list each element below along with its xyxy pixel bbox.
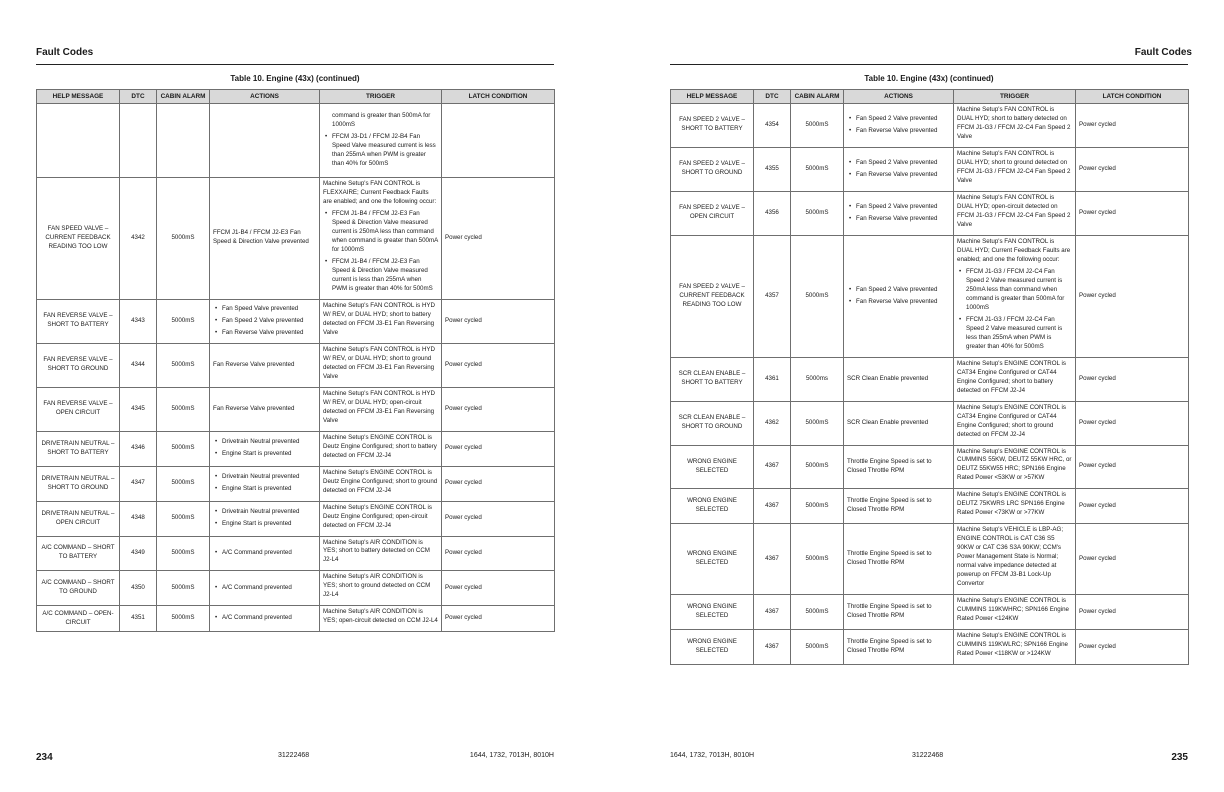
- action-item: • Fan Reverse Valve prevented: [847, 215, 950, 224]
- trigger-cell: [954, 401, 1076, 445]
- trigger-item: • FFCM J1-B4 / FFCM J2-E3 Fan Speed & Direction Valve measured current is 250mA less than command when command is greater than 500mA for 1000mS: [323, 210, 438, 255]
- trigger-cell: [954, 235, 1076, 357]
- action-item: • Drivetrain Neutral prevented: [213, 508, 316, 517]
- table-row: [671, 357, 1189, 401]
- dtc-cell: 4348: [120, 501, 157, 536]
- dtc-cell: 4367: [754, 489, 791, 524]
- cabin-alarm-cell: 5000mS: [791, 489, 844, 524]
- cabin-alarm-cell: 5000mS: [791, 104, 844, 148]
- model-list: 1644, 1732, 7013H, 8010H: [469, 752, 554, 759]
- latch-condition-cell: Power cycled: [442, 536, 555, 571]
- actions-cell: [210, 104, 320, 178]
- actions-text: Fan Reverse Valve prevented: [213, 404, 295, 412]
- actions-cell: [210, 501, 320, 536]
- table-row: [37, 104, 555, 178]
- trigger-text: Machine Setup's ENGINE CONTROL is CAT34 Engine Configured or CAT44 Engine Configured; short to battery detected on FFCM J2-J4: [957, 359, 1066, 394]
- action-item: • Fan Reverse Valve prevented: [847, 127, 950, 136]
- actions-cell: [844, 630, 954, 665]
- actions-text: Throttle Engine Speed is set to Closed Throttle RPM: [847, 497, 932, 514]
- dtc-cell: 4349: [120, 536, 157, 571]
- right-page: [670, 0, 1190, 792]
- trigger-text: Machine Setup's FAN CONTROL is DUAL HYD; short to ground detected on FFCM J1-G3 / FFCM J2-C4 Fan Speed 2 Valve: [957, 149, 1071, 184]
- help-message-cell: DRIVETRAIN NEUTRAL – SHORT TO BATTERY: [37, 431, 120, 466]
- action-item: • A/C Command prevented: [213, 614, 316, 623]
- actions-text: Throttle Engine Speed is set to Closed Throttle RPM: [847, 603, 932, 620]
- cabin-alarm-cell: 5000mS: [157, 299, 210, 343]
- actions-cell: [844, 191, 954, 235]
- trigger-text: Machine Setup's AIR CONDITION is YES; short to battery detected on CCM J2-L4: [323, 538, 430, 564]
- actions-list: [847, 286, 950, 307]
- section-title: Fault Codes: [1134, 47, 1192, 58]
- latch-condition-cell: Power cycled: [1076, 630, 1189, 665]
- actions-cell: [844, 235, 954, 357]
- table-header-row: [37, 90, 555, 104]
- actions-cell: [844, 489, 954, 524]
- action-item: • Fan Speed 2 Valve prevented: [213, 317, 316, 326]
- help-message-cell: FAN SPEED 2 VALVE – SHORT TO BATTERY: [671, 104, 754, 148]
- header-rule: [36, 64, 554, 65]
- actions-cell: [210, 606, 320, 632]
- help-message-cell: A/C COMMAND – SHORT TO GROUND: [37, 571, 120, 606]
- latch-condition-cell: Power cycled: [1076, 104, 1189, 148]
- col-actions-header: ACTIONS: [210, 90, 320, 104]
- help-message-cell: SCR CLEAN ENABLE – SHORT TO BATTERY: [671, 357, 754, 401]
- trigger-cell: [954, 191, 1076, 235]
- trigger-text: Machine Setup's FAN CONTROL is FLEXXAIRE; Current Feedback Faults are enabled; and one the following occur:: [323, 180, 437, 205]
- latch-condition-cell: Power cycled: [1076, 357, 1189, 401]
- help-message-cell: WRONG ENGINE SELECTED: [671, 630, 754, 665]
- dtc-cell: 4345: [120, 387, 157, 431]
- cabin-alarm-cell: 5000mS: [157, 178, 210, 300]
- trigger-text: Machine Setup's FAN CONTROL is HYD W/ REV, or DUAL HYD; open-circuit detected on FFCM J3-E1 Fan Reversing Valve: [323, 389, 436, 424]
- trigger-text: Machine Setup's ENGINE CONTROL is Deutz Engine Configured; open-circuit detected on FFCM J2-J4: [323, 503, 432, 529]
- trigger-cell: [954, 445, 1076, 489]
- cabin-alarm-cell: 5000mS: [791, 147, 844, 191]
- cabin-alarm-cell: 5000mS: [791, 524, 844, 595]
- trigger-cell: [954, 489, 1076, 524]
- latch-condition-cell: Power cycled: [442, 466, 555, 501]
- trigger-cell: [954, 595, 1076, 630]
- latch-condition-cell: Power cycled: [442, 299, 555, 343]
- dtc-cell: 4354: [754, 104, 791, 148]
- trigger-text: Machine Setup's FAN CONTROL is HYD W/ REV, or DUAL HYD; short to battery detected on FFCM J3-E1 Fan Reversing Valve: [323, 301, 436, 336]
- table-row: [671, 489, 1189, 524]
- actions-list: [847, 115, 950, 136]
- trigger-text: Machine Setup's AIR CONDITION is YES; short to ground detected on CCM J2-L4: [323, 573, 431, 599]
- table-row: [37, 571, 555, 606]
- trigger-text: Machine Setup's ENGINE CONTROL is CUMMINS 55KW, DEUTZ 55KW HRC, or DEUTZ 55KW55 HRC; SPN166 Engine Rated Power <53KW or >57KW: [957, 447, 1072, 482]
- help-message-cell: FAN SPEED 2 VALVE – SHORT TO GROUND: [671, 147, 754, 191]
- actions-cell: [844, 147, 954, 191]
- trigger-cell: [320, 536, 442, 571]
- table-row: [671, 630, 1189, 665]
- help-message-cell: DRIVETRAIN NEUTRAL – OPEN CIRCUIT: [37, 501, 120, 536]
- col-actions-header: ACTIONS: [844, 90, 954, 104]
- header-rule: [670, 64, 1188, 65]
- actions-cell: [210, 178, 320, 300]
- action-item: • A/C Command prevented: [213, 584, 316, 593]
- actions-list: [213, 438, 316, 459]
- trigger-item: • FFCM J1-B4 / FFCM J2-E3 Fan Speed & Direction Valve measured current is less than 255mA when PWM is greater than 40% for 500mS: [323, 258, 438, 294]
- help-message-cell: WRONG ENGINE SELECTED: [671, 524, 754, 595]
- help-message-cell: DRIVETRAIN NEUTRAL – SHORT TO GROUND: [37, 466, 120, 501]
- dtc-cell: 4367: [754, 595, 791, 630]
- doc-number: 31222468: [912, 752, 944, 759]
- table-row: [671, 445, 1189, 489]
- actions-cell: [210, 536, 320, 571]
- cabin-alarm-cell: 5000mS: [791, 235, 844, 357]
- col-help-message-header: HELP MESSAGE: [37, 90, 120, 104]
- trigger-text: Machine Setup's ENGINE CONTROL is Deutz Engine Configured; short to battery detected on FFCM J2-J4: [323, 433, 437, 459]
- trigger-text: Machine Setup's FAN CONTROL is DUAL HYD; open-circuit detected on FFCM J1-G3 / FFCM J2-C4 Fan Speed 2 Valve: [957, 193, 1071, 228]
- table-row: [37, 431, 555, 466]
- table-body: [37, 104, 555, 632]
- table-row: [37, 466, 555, 501]
- dtc-cell: 4350: [120, 571, 157, 606]
- dtc-cell: 4342: [120, 178, 157, 300]
- help-message-cell: SCR CLEAN ENABLE – SHORT TO GROUND: [671, 401, 754, 445]
- left-page: [36, 0, 556, 792]
- table-row: [671, 524, 1189, 595]
- table-caption: Table 10. Engine (43x) (continued): [230, 74, 360, 83]
- latch-condition-cell: Power cycled: [1076, 191, 1189, 235]
- help-message-cell: A/C COMMAND – OPEN-CIRCUIT: [37, 606, 120, 632]
- col-trigger-header: TRIGGER: [954, 90, 1076, 104]
- trigger-list: [323, 112, 438, 169]
- trigger-cell: [954, 147, 1076, 191]
- col-cabin-alarm-header: CABIN ALARM: [791, 90, 844, 104]
- dtc-cell: 4362: [754, 401, 791, 445]
- actions-text: SCR Clean Enable prevented: [847, 418, 929, 426]
- action-item: • Fan Speed 2 Valve prevented: [847, 286, 950, 295]
- table-row: [37, 178, 555, 300]
- trigger-cell: [320, 466, 442, 501]
- action-item: • Fan Speed 2 Valve prevented: [847, 159, 950, 168]
- table-row: [37, 299, 555, 343]
- latch-condition-cell: Power cycled: [1076, 401, 1189, 445]
- trigger-item: • FFCM J1-G3 / FFCM J2-C4 Fan Speed 2 Valve measured current is less than 255mA when PWM is greater than 40% for 500mS: [957, 316, 1072, 352]
- latch-condition-cell: Power cycled: [442, 387, 555, 431]
- dtc-cell: 4351: [120, 606, 157, 632]
- trigger-cell: [320, 501, 442, 536]
- dtc-cell: 4367: [754, 445, 791, 489]
- table-row: [37, 501, 555, 536]
- cabin-alarm-cell: 5000mS: [791, 191, 844, 235]
- latch-condition-cell: Power cycled: [442, 501, 555, 536]
- actions-cell: [844, 524, 954, 595]
- fault-code-table: [36, 89, 555, 632]
- table-row: [37, 606, 555, 632]
- actions-text: SCR Clean Enable prevented: [847, 374, 929, 382]
- table-row: [671, 235, 1189, 357]
- latch-condition-cell: Power cycled: [442, 431, 555, 466]
- table-row: [37, 536, 555, 571]
- table-body: [671, 104, 1189, 665]
- latch-condition-cell: Power cycled: [1076, 445, 1189, 489]
- help-message-cell: WRONG ENGINE SELECTED: [671, 489, 754, 524]
- trigger-cell: [320, 178, 442, 300]
- latch-condition-cell: Power cycled: [1076, 489, 1189, 524]
- cabin-alarm-cell: 5000ms: [791, 357, 844, 401]
- doc-number: 31222468: [278, 752, 310, 759]
- help-message-cell: FAN SPEED 2 VALVE – OPEN CIRCUIT: [671, 191, 754, 235]
- dtc-cell: 4357: [754, 235, 791, 357]
- cabin-alarm-cell: 5000mS: [157, 466, 210, 501]
- latch-condition-cell: Power cycled: [442, 606, 555, 632]
- trigger-text: Machine Setup's FAN CONTROL is HYD W/ REV, or DUAL HYD; short to ground detected on FFCM J3-E1 Fan Reversing Valve: [323, 345, 436, 380]
- cabin-alarm-cell: 5000mS: [791, 630, 844, 665]
- actions-list: [847, 159, 950, 180]
- actions-list: [847, 203, 950, 224]
- help-message-cell: FAN REVERSE VALVE – OPEN CIRCUIT: [37, 387, 120, 431]
- action-item: • Fan Reverse Valve prevented: [213, 329, 316, 338]
- action-item: • A/C Command prevented: [213, 549, 316, 558]
- col-help-message-header: HELP MESSAGE: [671, 90, 754, 104]
- action-item: • Fan Reverse Valve prevented: [847, 298, 950, 307]
- trigger-item: • FFCM J3-D1 / FFCM J2-B4 Fan Speed Valve measured current is less than 255mA when PWM is greater than 40% for 500mS: [323, 133, 438, 169]
- col-dtc-header: DTC: [120, 90, 157, 104]
- actions-text: Throttle Engine Speed is set to Closed Throttle RPM: [847, 550, 932, 567]
- trigger-text: Machine Setup's VEHICLE is LBP-AG; ENGINE CONTROL is CAT C36 S5 90KW or CAT C36 S3A 90KW; CCM's Power Management State is Normal; normal valve impedance detected at powerup on FFCM J3-B1 Lock-Up Convertor: [957, 526, 1064, 588]
- actions-cell: [210, 299, 320, 343]
- trigger-text: Machine Setup's ENGINE CONTROL is CUMMINS 119KWLRC; SPN166 Engine Rated Power <118KW or >124KW: [957, 632, 1068, 658]
- dtc-cell: 4344: [120, 343, 157, 387]
- actions-cell: [844, 357, 954, 401]
- cabin-alarm-cell: 5000mS: [157, 387, 210, 431]
- actions-cell: [210, 571, 320, 606]
- table-header-row: [671, 90, 1189, 104]
- trigger-text: Machine Setup's ENGINE CONTROL is CAT34 Engine Configured or CAT44 Engine Configured; short to ground detected on FFCM J2-J4: [957, 403, 1066, 438]
- trigger-cell: [320, 431, 442, 466]
- latch-condition-cell: Power cycled: [1076, 235, 1189, 357]
- actions-text: Fan Reverse Valve prevented: [213, 360, 295, 368]
- latch-condition-cell: Power cycled: [1076, 524, 1189, 595]
- actions-cell: [210, 466, 320, 501]
- actions-list: [213, 305, 316, 338]
- trigger-cell: [320, 343, 442, 387]
- trigger-cell: [320, 387, 442, 431]
- fault-code-table: [670, 89, 1189, 665]
- action-item: • Drivetrain Neutral prevented: [213, 473, 316, 482]
- dtc-cell: 4347: [120, 466, 157, 501]
- action-item: • Drivetrain Neutral prevented: [213, 438, 316, 447]
- dtc-cell: 4346: [120, 431, 157, 466]
- actions-cell: [210, 387, 320, 431]
- trigger-item: • FFCM J1-G3 / FFCM J2-C4 Fan Speed 2 Valve measured current is 250mA less than command when command is greater than 500mA for 1000mS: [957, 268, 1072, 313]
- help-message-cell: [37, 104, 120, 178]
- actions-cell: [844, 595, 954, 630]
- trigger-text: Machine Setup's FAN CONTROL is DUAL HYD; short to battery detected on FFCM J1-G3 / FFCM J2-C4 Fan Speed 2 Valve: [957, 106, 1071, 140]
- dtc-cell: 4356: [754, 191, 791, 235]
- cabin-alarm-cell: 5000mS: [157, 606, 210, 632]
- dtc-cell: 4343: [120, 299, 157, 343]
- table-row: [671, 191, 1189, 235]
- dtc-cell: [120, 104, 157, 178]
- help-message-cell: FAN REVERSE VALVE – SHORT TO BATTERY: [37, 299, 120, 343]
- help-message-cell: FAN REVERSE VALVE – SHORT TO GROUND: [37, 343, 120, 387]
- col-latch-condition-header: LATCH CONDITION: [1076, 90, 1189, 104]
- trigger-cell: [954, 524, 1076, 595]
- actions-text: FFCM J1-B4 / FFCM J2-E3 Fan Speed & Direction Valve prevented: [213, 229, 309, 246]
- model-list: 1644, 1732, 7013H, 8010H: [670, 752, 755, 759]
- latch-condition-cell: Power cycled: [442, 571, 555, 606]
- table-row: [671, 104, 1189, 148]
- help-message-cell: FAN SPEED VALVE – CURRENT FEEDBACK READING TOO LOW: [37, 178, 120, 300]
- actions-list: [213, 473, 316, 494]
- trigger-text: Machine Setup's ENGINE CONTROL is CUMMINS 119KWHRC; SPN166 Engine Rated Power <124KW: [957, 597, 1069, 623]
- trigger-text: Machine Setup's ENGINE CONTROL is DEUTZ 75KWRS LRC SPN166 Engine Rated Power <73KW or >77KW: [957, 491, 1066, 517]
- trigger-list: [323, 210, 438, 294]
- col-trigger-header: TRIGGER: [320, 90, 442, 104]
- actions-cell: [844, 445, 954, 489]
- actions-cell: [844, 104, 954, 148]
- dtc-cell: 4361: [754, 357, 791, 401]
- action-item: • Engine Start is prevented: [213, 520, 316, 529]
- dtc-cell: 4367: [754, 524, 791, 595]
- page-number: 235: [1171, 752, 1188, 763]
- table-row: [37, 343, 555, 387]
- table-row: [37, 387, 555, 431]
- trigger-cell: [320, 299, 442, 343]
- latch-condition-cell: Power cycled: [442, 178, 555, 300]
- trigger-cell: [320, 104, 442, 178]
- help-message-cell: WRONG ENGINE SELECTED: [671, 595, 754, 630]
- help-message-cell: FAN SPEED 2 VALVE – CURRENT FEEDBACK READING TOO LOW: [671, 235, 754, 357]
- table-caption: Table 10. Engine (43x) (continued): [864, 74, 994, 83]
- action-item: • Engine Start is prevented: [213, 450, 316, 459]
- actions-list: [213, 508, 316, 529]
- action-item: • Fan Speed 2 Valve prevented: [847, 115, 950, 124]
- dtc-cell: 4355: [754, 147, 791, 191]
- col-dtc-header: DTC: [754, 90, 791, 104]
- actions-list: [213, 549, 316, 558]
- help-message-cell: WRONG ENGINE SELECTED: [671, 445, 754, 489]
- table-row: [671, 595, 1189, 630]
- latch-condition-cell: [442, 104, 555, 178]
- actions-text: Throttle Engine Speed is set to Closed Throttle RPM: [847, 457, 932, 474]
- trigger-cell: [954, 357, 1076, 401]
- cabin-alarm-cell: 5000mS: [791, 595, 844, 630]
- table-row: [671, 401, 1189, 445]
- cabin-alarm-cell: [157, 104, 210, 178]
- cabin-alarm-cell: 5000mS: [157, 431, 210, 466]
- trigger-cell: [954, 630, 1076, 665]
- col-latch-condition-header: LATCH CONDITION: [442, 90, 555, 104]
- trigger-cell: [320, 571, 442, 606]
- trigger-list: [957, 268, 1072, 352]
- latch-condition-cell: Power cycled: [1076, 147, 1189, 191]
- action-item: • Fan Speed Valve prevented: [213, 305, 316, 314]
- col-cabin-alarm-header: CABIN ALARM: [157, 90, 210, 104]
- cabin-alarm-cell: 5000mS: [157, 501, 210, 536]
- actions-list: [213, 584, 316, 593]
- actions-list: [213, 614, 316, 623]
- actions-cell: [210, 431, 320, 466]
- help-message-cell: A/C COMMAND – SHORT TO BATTERY: [37, 536, 120, 571]
- trigger-cell: [320, 606, 442, 632]
- trigger-item: command is greater than 500mA for 1000mS: [332, 112, 431, 129]
- action-item: • Fan Speed 2 Valve prevented: [847, 203, 950, 212]
- actions-text: Throttle Engine Speed is set to Closed Throttle RPM: [847, 638, 932, 655]
- cabin-alarm-cell: 5000mS: [791, 445, 844, 489]
- action-item: • Fan Reverse Valve prevented: [847, 171, 950, 180]
- trigger-text: Machine Setup's ENGINE CONTROL is Deutz Engine Configured; short to ground detected on FFCM J2-J4: [323, 468, 438, 494]
- cabin-alarm-cell: 5000mS: [791, 401, 844, 445]
- latch-condition-cell: Power cycled: [1076, 595, 1189, 630]
- trigger-text: Machine Setup's FAN CONTROL is DUAL HYD; Current Feedback Faults are enabled; and one the following occur:: [957, 237, 1071, 263]
- action-item: • Engine Start is prevented: [213, 485, 316, 494]
- table-row: [671, 147, 1189, 191]
- page-number: 234: [36, 752, 53, 763]
- latch-condition-cell: Power cycled: [442, 343, 555, 387]
- cabin-alarm-cell: 5000mS: [157, 343, 210, 387]
- actions-cell: [210, 343, 320, 387]
- dtc-cell: 4367: [754, 630, 791, 665]
- section-title: Fault Codes: [36, 47, 94, 58]
- cabin-alarm-cell: 5000mS: [157, 536, 210, 571]
- actions-cell: [844, 401, 954, 445]
- trigger-cell: [954, 104, 1076, 148]
- trigger-text: Machine Setup's AIR CONDITION is YES; open-circuit detected on CCM J2-L4: [323, 608, 438, 625]
- cabin-alarm-cell: 5000mS: [157, 571, 210, 606]
